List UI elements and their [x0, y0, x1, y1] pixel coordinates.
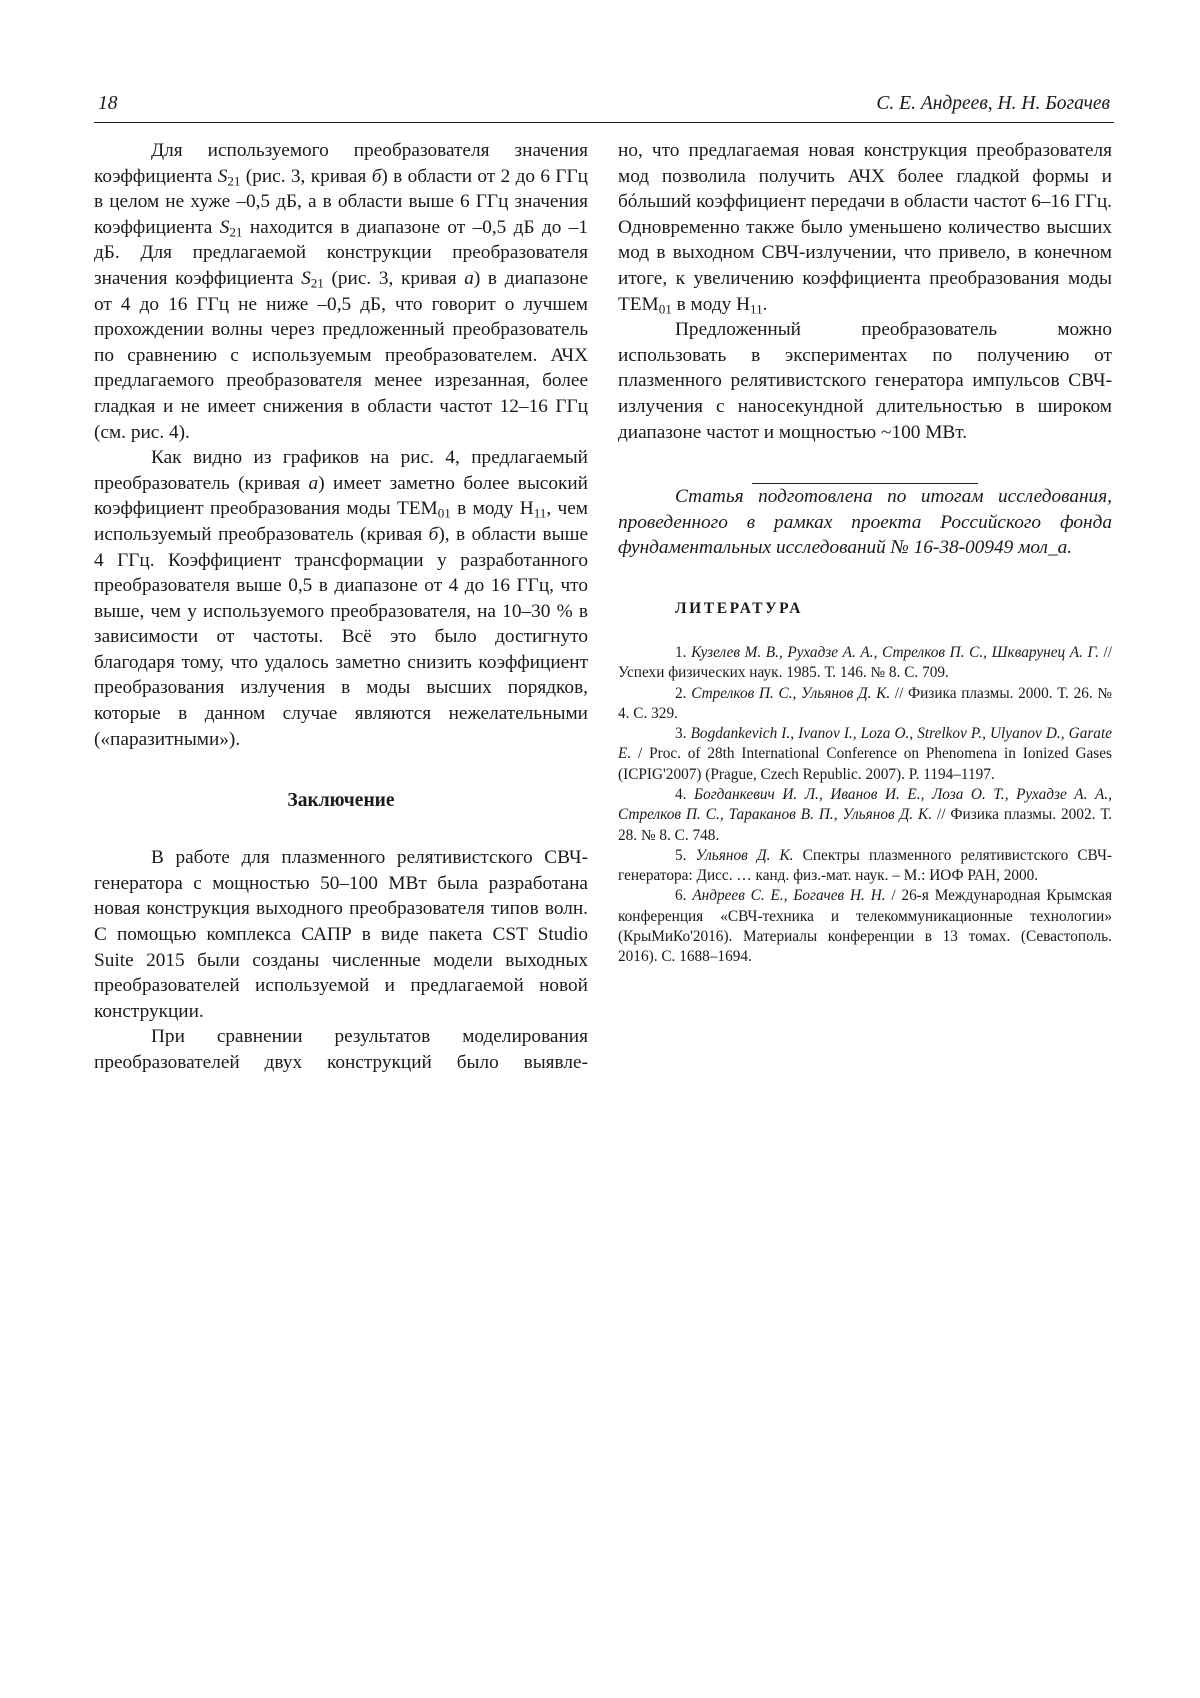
- conclusion-heading: Заключение: [287, 790, 395, 812]
- body-paragraph: В работе для плазменного релятивистского СВЧ-генератора с мощностью 50–100 МВт была разработана новая конструкция выходного преобразователя типов волн. С помощью комплекса САПР в виде пакета CST Studio Suite 2015 были созданы численные модели выходных преобразователей используемой и предлагаемой новой конструкции.: [94, 847, 588, 1022]
- running-header-authors: С. Е. Андреев, Н. Н. Богачев: [876, 93, 1110, 114]
- acknowledgement: Статья подготовлена по итогам исследования, проведенного в рамках проекта Российского фонда фундаментальных исследований № 16-38-00949 мол_а.: [618, 486, 1112, 559]
- body-paragraph: При сравнении результатов моделирования преобразователей двух конструкций было выявле-: [94, 1026, 588, 1073]
- reference-item: 2. Стрелков П. С., Ульянов Д. К. // Физика плазмы. 2000. Т. 26. № 4. С. 329.: [618, 684, 1112, 722]
- reference-item: 4. Богданкевич И. Л., Иванов И. Е., Лоза О. Т., Рухадзе А. А., Стрелков П. С., Тараканов В. П., Ульянов Д. К. // Физика плазмы. 2002. Т. 28. № 8. С. 748.: [618, 785, 1113, 844]
- body-paragraph: Как видно из графиков на рис. 4, предлагаемый преобразователь (кривая а) имеет заметно более высокий коэффициент преобразования моды $ТЕМ_{01}$ в моду $Н_{11}$, чем используемый преобразователь (кривая б), в области выше 4 ГГц. Коэффициент трансформации у разработанного преобразователя выше 0,5 в диапазоне от 4 до 16 ГГц, что выше, чем у используемого преобразователя, на 10–30 % в зависимости от частоты. Всё это было достигнуто благодаря тому, что удалось заметно снизить коэффициент преобразования излучения в моды высших порядков, которые в данном случае являются нежелательными («паразитными»).: [94, 447, 589, 750]
- reference-list: [618, 643, 1112, 968]
- reference-item: 1. Кузелев М. В., Рухадзе А. А., Стрелков П. С., Шкварунец А. Г. // Успехи физических наук. 1985. Т. 146. № 8. С. 709.: [618, 643, 1113, 682]
- body-paragraph: Предложенный преобразователь можно использовать в экспериментах по получению от плазменного релятивистского генератора импульсов СВЧ-излучения с наносекундной длительностью в широком диапазоне частот и мощностью ~100 МВт.: [618, 319, 1112, 443]
- left-column: [94, 138, 588, 1076]
- body-paragraph: но, что предлагаемая новая конструкция преобразователя мод позволила получить АЧХ более гладкой формы и бóльший коэффициент передачи в области частот 6–16 ГГц. Одновременно также было уменьшено количество высших мод в выходном СВЧ-излучении, что привело, в конечном итоге, к увеличению коэффициента преобразования моды $ТЕМ_{01}$ в моду $Н_{11}$.: [618, 140, 1112, 316]
- reference-item: 5. Ульянов Д. К. Спектры плазменного релятивистского СВЧ-генератора: Дисс. … канд. физ.-мат. наук. – М.: ИОФ РАН, 2000.: [618, 846, 1113, 885]
- reference-item: 3. Bogdankevich I., Ivanov I., Loza O., Strelkov P., Ulyanov D., Garate E. / Proc. of 28th International Conference on Phenomena in Ionized Gases (ICPIG'2007) (Prague, Czech Republic. 2007). P. 1194–1197.: [618, 725, 1112, 783]
- page-number: 18: [98, 93, 118, 114]
- body-paragraph: Для используемого преобразователя значения коэффициента $S_{21}$ (рис. 3, кривая б) в области от 2 до 6 ГГц в целом не хуже –0,5 дБ, а в области выше 6 ГГц значения коэффициента $S_{21}$ находится в диапазоне от –0,5 дБ до –1 дБ. Для предлагаемой конструкции преобразователя значения коэффициента $S_{21}$ (рис. 3, кривая а) в диапазоне от 4 до 16 ГГц не ниже –0,5 дБ, что говорит о лучшем прохождении волны через предложенный преобразователь по сравнению с используемым преобразователем. АЧХ предлагаемого преобразователя менее изрезанная, более гладкая и не имеет снижения в области частот 12–16 ГГц (см. рис. 4).: [94, 140, 589, 443]
- right-column: [618, 138, 1112, 968]
- reference-item: 6. Андреев С. Е., Богачев Н. Н. / 26-я Международная Крымская конференция «СВЧ-техника и телекоммуникационные технологии» (КрыМиКо'2016). Материалы конференции в 13 томах. (Севастополь. 2016). С. 1688–1694.: [618, 887, 1112, 966]
- references-heading: ЛИТЕРАТУРА: [675, 599, 803, 617]
- running-header: [94, 90, 1114, 123]
